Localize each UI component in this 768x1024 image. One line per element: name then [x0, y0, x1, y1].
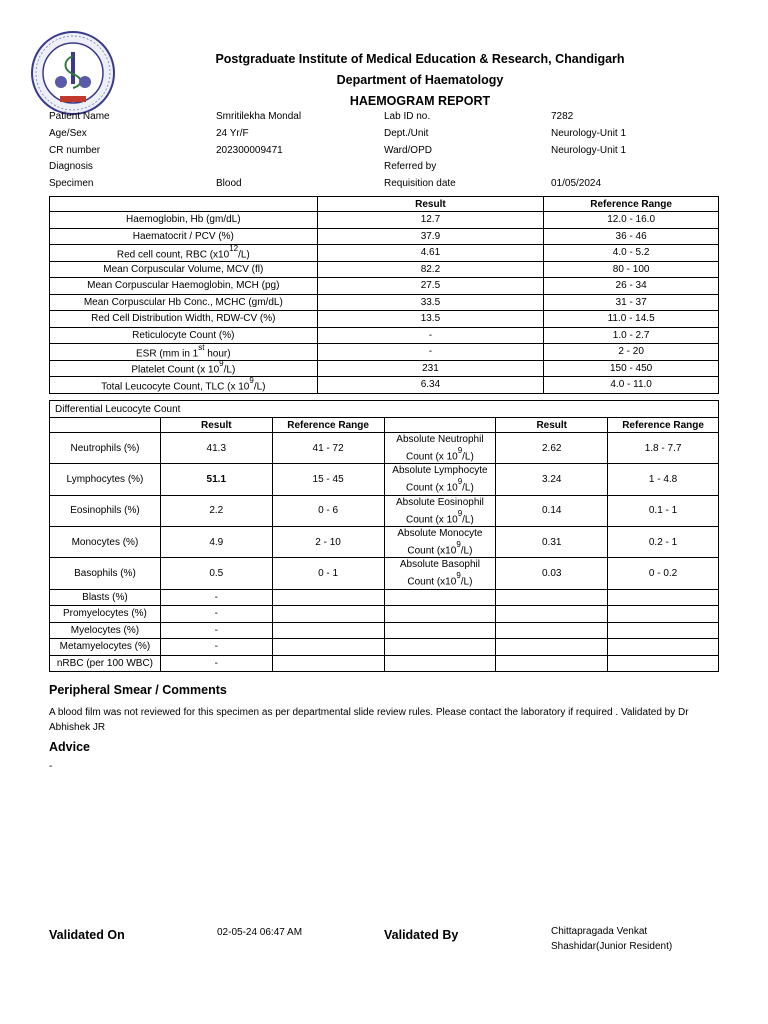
test-name [50, 344, 318, 361]
absolute-count-unit-end: /L) [462, 513, 474, 525]
patient-label: Dept./Unit [384, 127, 429, 139]
advice-title: Advice [49, 740, 90, 754]
table-row [50, 377, 719, 394]
table-row [50, 278, 719, 295]
dlc-result: 0.5 [160, 558, 272, 589]
dlc-row [50, 589, 719, 606]
dlc-test-name: Basophils (%) [50, 558, 161, 589]
dlc-test-name: nRBC (per 100 WBC) [50, 655, 161, 672]
absolute-count-label [384, 526, 496, 557]
absolute-count-superscript: 9 [456, 571, 461, 581]
result-value: 6.34 [317, 377, 544, 394]
dlc-row [50, 606, 719, 623]
absolute-range: 1.8 - 7.7 [608, 433, 719, 464]
test-name: Mean Corpuscular Hb Conc., MCHC (gm/dL) [50, 294, 318, 311]
empty-cell [384, 589, 496, 606]
dlc-result: 2.2 [160, 495, 272, 526]
empty-cell [496, 655, 608, 672]
dlc-result: 51.1 [160, 464, 272, 495]
absolute-range: 0 - 0.2 [608, 558, 719, 589]
result-value: 13.5 [317, 311, 544, 328]
dlc-result: - [160, 622, 272, 639]
table-header-row [50, 197, 719, 212]
absolute-count-unit-end: /L) [462, 482, 474, 494]
empty-cell [496, 622, 608, 639]
dlc-range: 0 - 6 [272, 495, 384, 526]
absolute-count-superscript: 9 [457, 508, 463, 518]
patient-value: Neurology-Unit 1 [551, 144, 627, 156]
patient-label: Diagnosis [49, 161, 93, 173]
absolute-count-unit: Count (x10 [407, 545, 457, 557]
comments-title: Peripheral Smear / Comments [49, 683, 227, 697]
absolute-count-unit-end: /L) [460, 545, 473, 557]
test-name-unit: /L) [238, 248, 250, 260]
blank-header [384, 418, 496, 433]
dlc-result-header: Result [160, 418, 272, 433]
absolute-count-label [384, 558, 496, 589]
institute-logo [30, 30, 116, 116]
table-row [50, 327, 719, 344]
report-title: HAEMOGRAM REPORT [349, 94, 491, 108]
comments-text: A blood film was not reviewed for this specimen as per departmental slide review rules. Please contact the laboratory if required . Validated by Dr Abhishek JR [49, 707, 689, 733]
result-value: 82.2 [317, 261, 544, 278]
test-name [50, 245, 318, 262]
empty-cell [272, 589, 384, 606]
dlc-row [50, 639, 719, 656]
patient-label: CR number [49, 144, 101, 156]
result-value: 37.9 [317, 228, 544, 245]
empty-cell [496, 639, 608, 656]
validated-by-line2: Shashidar(Junior Resident) [551, 941, 673, 952]
reference-range: 31 - 37 [544, 294, 719, 311]
result-value: 231 [317, 360, 544, 377]
patient-value: Smritilekha Mondal [216, 111, 302, 122]
validated-on-label: Validated On [49, 928, 125, 942]
absolute-count-label [384, 464, 496, 495]
absolute-count-unit-end: /L) [462, 451, 474, 463]
empty-cell [608, 622, 719, 639]
test-name: Haematocrit / PCV (%) [50, 228, 318, 245]
absolute-count-unit: Count (x10 [407, 576, 457, 588]
validated-on-value: 02-05-24 06:47 AM [217, 927, 303, 938]
validated-by-label: Validated By [384, 928, 459, 942]
patient-label: Specimen [49, 178, 94, 189]
test-name-text: Platelet Count (x 10 [131, 364, 220, 376]
patient-label: Patient Name [49, 111, 110, 122]
dlc-abs-result-header: Result [496, 418, 608, 433]
dlc-abs-range-header: Reference Range [608, 418, 719, 433]
dlc-table [49, 400, 719, 672]
dlc-row [50, 655, 719, 672]
empty-cell [384, 606, 496, 623]
table-row [50, 245, 719, 262]
reference-range: 150 - 450 [544, 360, 719, 377]
absolute-result: 3.24 [496, 464, 608, 495]
reference-range: 4.0 - 11.0 [544, 377, 719, 394]
test-name-superscript: 9 [249, 375, 254, 385]
test-name-unit: /L) [223, 364, 236, 376]
patient-value: 01/05/2024 [551, 178, 602, 189]
empty-cell [384, 639, 496, 656]
dlc-row [50, 526, 719, 557]
dlc-row [50, 558, 719, 589]
dlc-row [50, 464, 719, 495]
absolute-count-superscript: 9 [457, 477, 463, 487]
result-header: Result [317, 197, 544, 212]
test-name [50, 377, 318, 394]
patient-value: 7282 [551, 111, 574, 122]
empty-cell [272, 622, 384, 639]
reference-range: 36 - 46 [544, 228, 719, 245]
absolute-count-superscript: 9 [456, 539, 461, 549]
absolute-count-unit: Count (x 10 [406, 513, 458, 525]
dlc-test-name: Myelocytes (%) [50, 622, 161, 639]
result-value: - [317, 344, 544, 361]
result-value: 4.61 [317, 245, 544, 262]
dlc-result: 4.9 [160, 526, 272, 557]
patient-value: Neurology-Unit 1 [551, 127, 627, 139]
empty-cell [608, 606, 719, 623]
test-name [50, 360, 318, 377]
absolute-count-label [384, 495, 496, 526]
result-value: - [317, 327, 544, 344]
reference-range: 11.0 - 14.5 [544, 311, 719, 328]
table-row [50, 261, 719, 278]
dlc-header-row [50, 418, 719, 433]
absolute-count-name: Absolute Eosinophil [396, 496, 484, 508]
dlc-range-header: Reference Range [272, 418, 384, 433]
absolute-count-unit: Count (x 10 [406, 451, 458, 463]
empty-cell [272, 606, 384, 623]
absolute-count-name: Absolute Basophil [399, 559, 480, 571]
dlc-row [50, 433, 719, 464]
dlc-result: 41.3 [160, 433, 272, 464]
institute-name: Postgraduate Institute of Medical Education & Research, Chandigarh [215, 52, 625, 66]
test-name-text: ESR (mm in 1 [136, 347, 199, 359]
range-header: Reference Range [544, 197, 719, 212]
patient-label: Ward/OPD [384, 144, 432, 156]
absolute-range: 0.2 - 1 [608, 526, 719, 557]
test-name-text: Red cell count, RBC (x10 [116, 248, 230, 260]
dlc-result: - [160, 589, 272, 606]
test-name-text: Total Leucocyte Count, TLC (x 10 [101, 380, 250, 392]
dlc-result: - [160, 606, 272, 623]
test-name: Mean Corpuscular Haemoglobin, MCH (pg) [50, 278, 318, 295]
empty-cell [384, 622, 496, 639]
empty-cell [496, 606, 608, 623]
patient-label: Lab ID no. [384, 111, 431, 122]
blank-header [50, 418, 161, 433]
patient-value: 202300009471 [216, 144, 283, 156]
dlc-test-name: Metamyelocytes (%) [50, 639, 161, 656]
patient-label: Referred by [384, 161, 437, 173]
absolute-count-unit: Count (x 10 [406, 482, 458, 494]
empty-cell [608, 639, 719, 656]
reference-range: 4.0 - 5.2 [544, 245, 719, 262]
dlc-result: - [160, 639, 272, 656]
absolute-range: 1 - 4.8 [608, 464, 719, 495]
absolute-result: 0.31 [496, 526, 608, 557]
department-name: Department of Haematology [336, 73, 504, 87]
table-row [50, 311, 719, 328]
absolute-result: 2.62 [496, 433, 608, 464]
test-name-superscript: 9 [219, 359, 224, 369]
dlc-row [50, 495, 719, 526]
dlc-result: - [160, 655, 272, 672]
validated-by-line1: Chittapragada Venkat [551, 926, 648, 937]
haemogram-table [49, 196, 719, 394]
test-name: Haemoglobin, Hb (gm/dL) [50, 212, 318, 229]
reference-range: 12.0 - 16.0 [544, 212, 719, 229]
table-row [50, 344, 719, 361]
dlc-test-name: Neutrophils (%) [50, 433, 161, 464]
patient-value: Blood [216, 178, 242, 189]
patient-label: Age/Sex [49, 127, 87, 139]
empty-cell [384, 655, 496, 672]
reference-range: 26 - 34 [544, 278, 719, 295]
result-value: 27.5 [317, 278, 544, 295]
dlc-test-name: Lymphocytes (%) [50, 464, 161, 495]
table-row [50, 294, 719, 311]
result-value: 12.7 [317, 212, 544, 229]
result-value: 33.5 [317, 294, 544, 311]
table-row [50, 228, 719, 245]
empty-cell [272, 655, 384, 672]
test-name: Reticulocyte Count (%) [50, 327, 318, 344]
absolute-count-name: Absolute Neutrophil [396, 434, 484, 445]
dlc-test-name: Blasts (%) [50, 589, 161, 606]
dlc-range: 15 - 45 [272, 464, 384, 495]
reference-range: 1.0 - 2.7 [544, 327, 719, 344]
dlc-test-name: Monocytes (%) [50, 526, 161, 557]
absolute-count-name: Absolute Monocyte [397, 527, 483, 539]
dlc-range: 2 - 10 [272, 526, 384, 557]
blank-header [50, 197, 318, 212]
test-name: Red Cell Distribution Width, RDW-CV (%) [50, 311, 318, 328]
dlc-row [50, 622, 719, 639]
table-row [50, 360, 719, 377]
test-name-unit: /L) [253, 380, 266, 392]
advice-text: - [49, 761, 53, 772]
absolute-count-unit-end: /L) [460, 576, 473, 588]
dlc-test-name: Promyelocytes (%) [50, 606, 161, 623]
dlc-title: Differential Leucocyte Count [50, 401, 719, 418]
reference-range: 80 - 100 [544, 261, 719, 278]
dlc-range: 41 - 72 [272, 433, 384, 464]
absolute-count-label [384, 433, 496, 464]
absolute-range: 0.1 - 1 [608, 495, 719, 526]
patient-label: Requisition date [384, 178, 456, 189]
empty-cell [272, 639, 384, 656]
patient-value: 24 Yr/F [216, 127, 249, 139]
test-name-unit: hour) [204, 347, 231, 359]
absolute-count-name: Absolute Lymphocyte [392, 465, 488, 477]
dlc-test-name: Eosinophils (%) [50, 495, 161, 526]
reference-range: 2 - 20 [544, 344, 719, 361]
test-name-superscript: 12 [229, 243, 239, 253]
empty-cell [496, 589, 608, 606]
dlc-range: 0 - 1 [272, 558, 384, 589]
table-row [50, 212, 719, 229]
dlc-title-row [50, 401, 719, 418]
test-name-superscript: st [198, 342, 205, 352]
absolute-count-superscript: 9 [457, 446, 463, 455]
absolute-result: 0.14 [496, 495, 608, 526]
absolute-result: 0.03 [496, 558, 608, 589]
test-name: Mean Corpuscular Volume, MCV (fl) [50, 261, 318, 278]
empty-cell [608, 655, 719, 672]
empty-cell [608, 589, 719, 606]
